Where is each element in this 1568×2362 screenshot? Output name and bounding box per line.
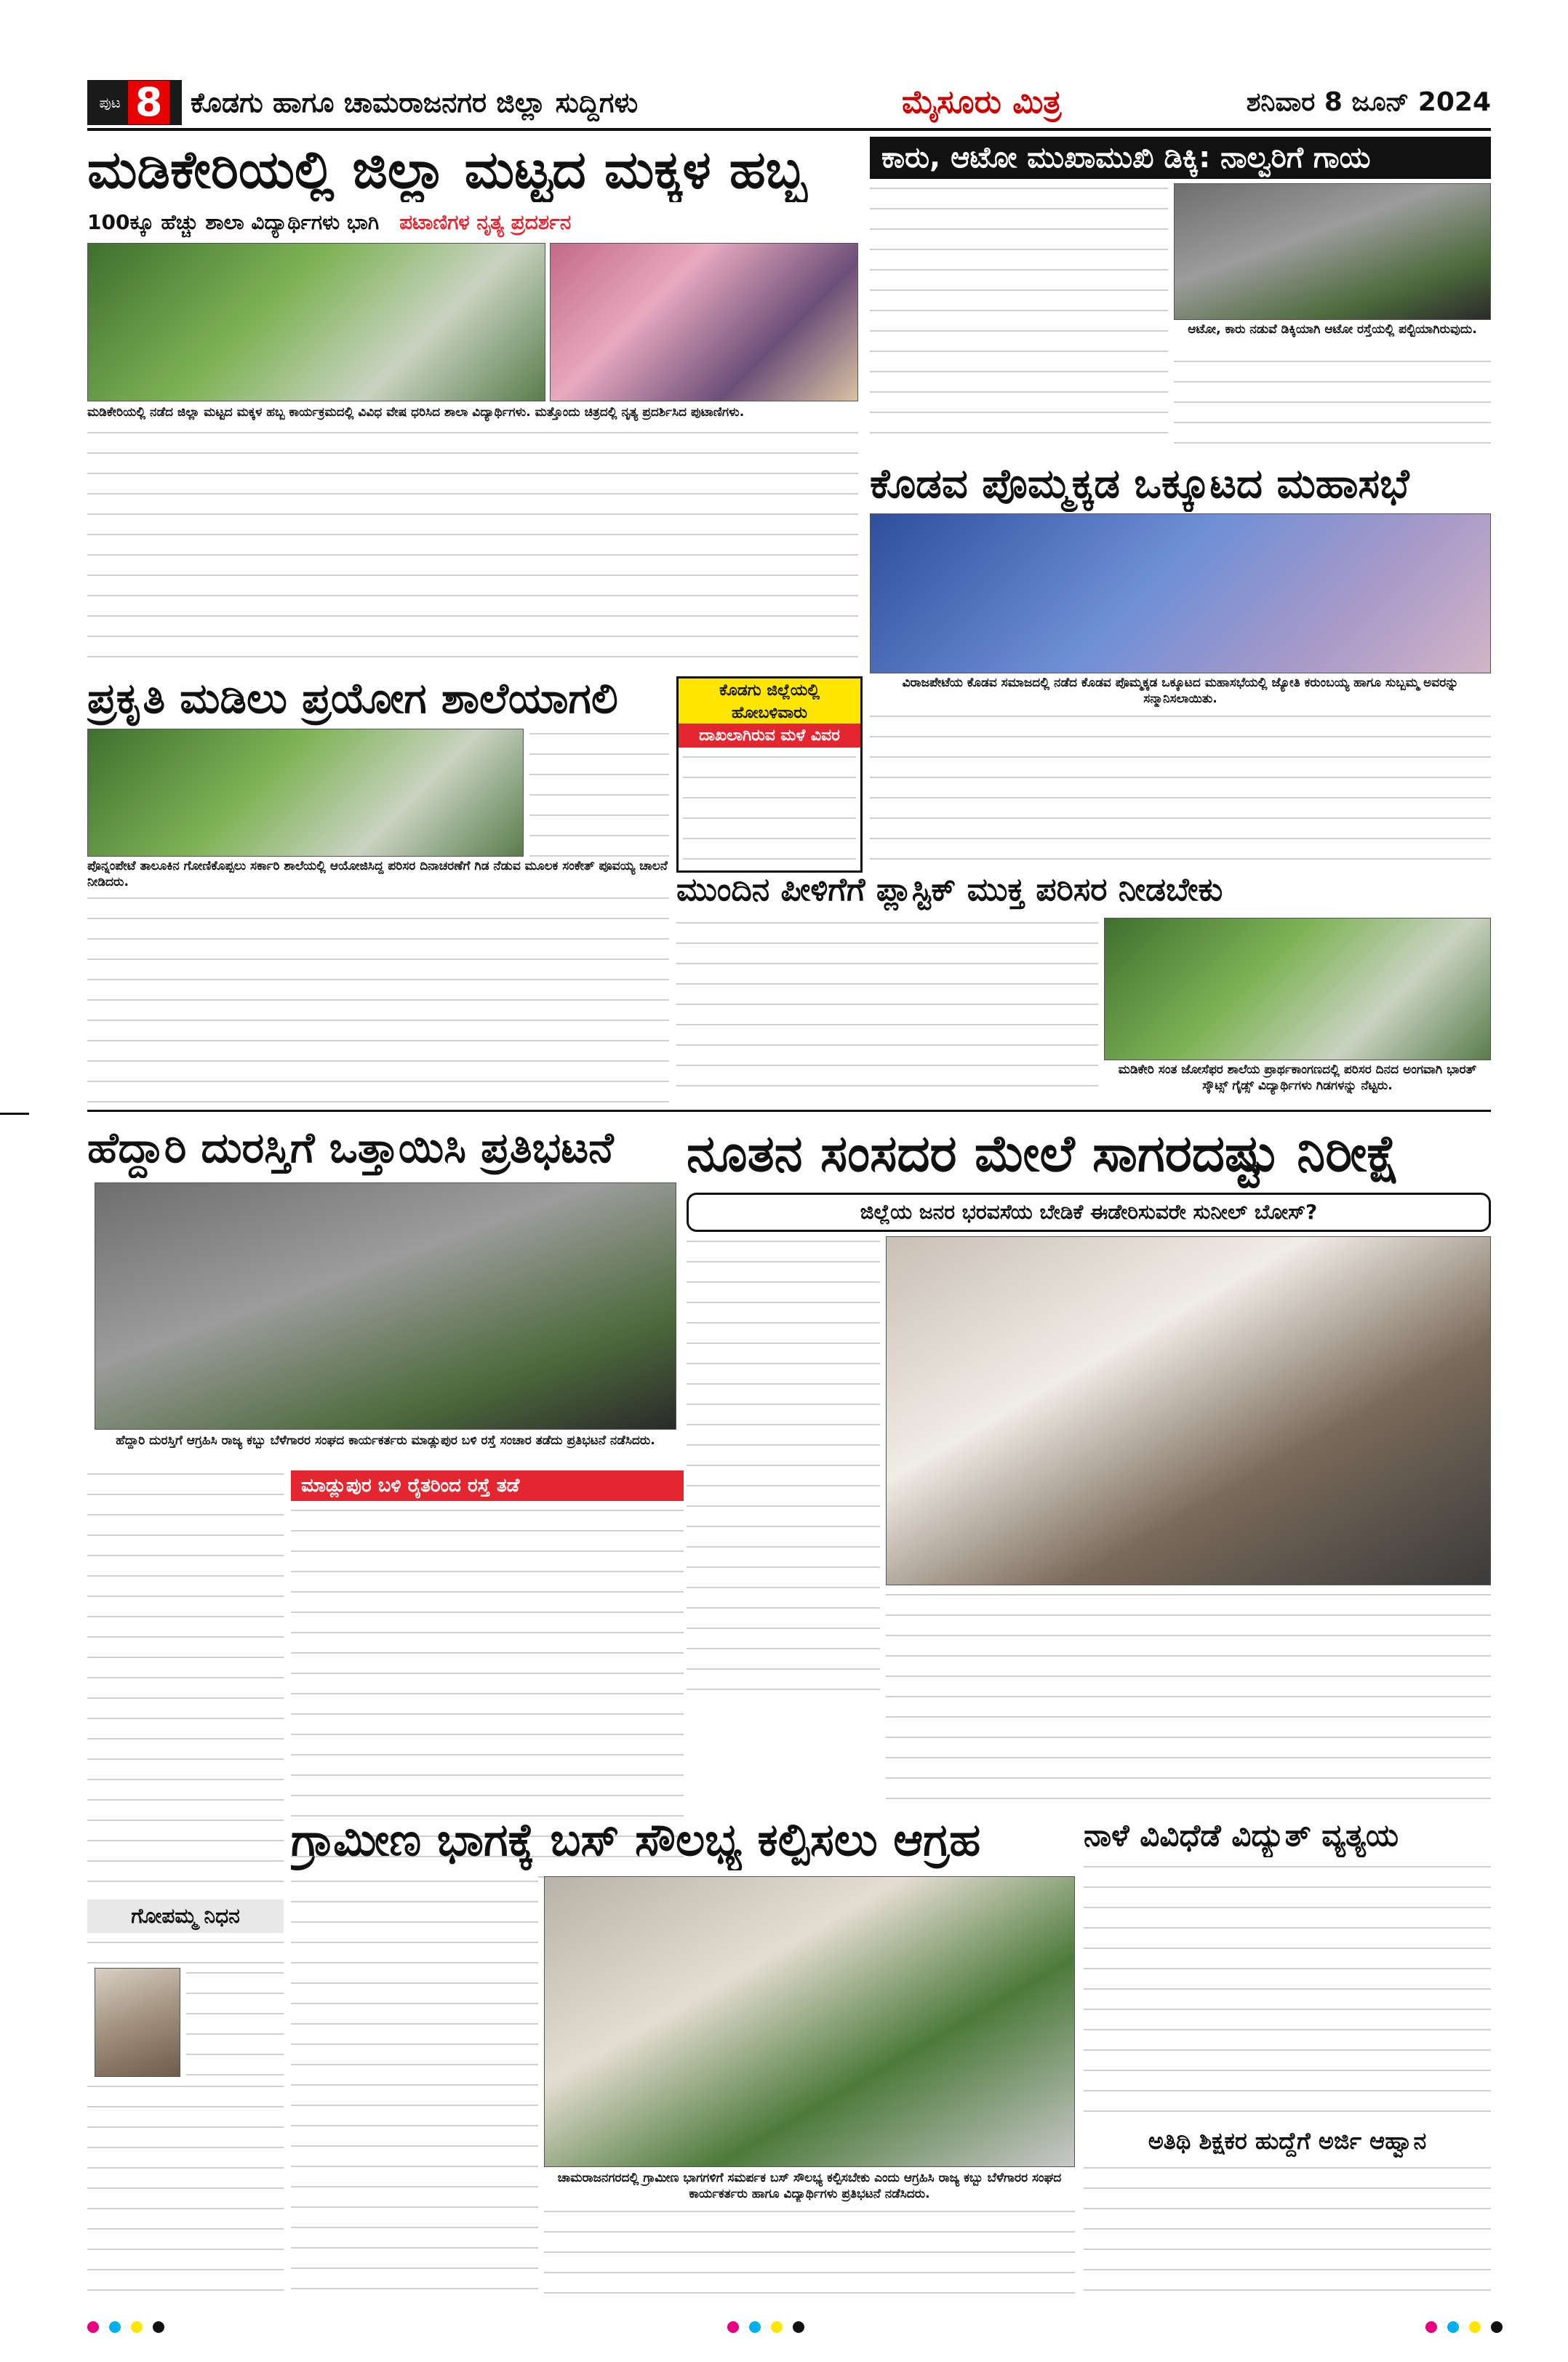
obit-photo [95,1968,180,2077]
story8-caption: ಚಾಮರಾಜನಗರದಲ್ಲಿ ಗ್ರಾಮೀಣ ಭಾಗಗಳಿಗೆ ಸಮರ್ಪಕ ಬಸ್ ಸೌಲಭ್ಯ ಕಲ್ಪಿಸಬೇಕು ಎಂದು ಆಗ್ರಹಿಸಿ ರಾಜ್ಯ ಕಬ್ಬು ಬೆಳೆಗಾರರ ಸಂಘದ ಕಾರ್ಯಕರ್ತರು ಹಾಗೂ ವಿದ್ಯಾರ್ಥಿಗಳು ಪ್ರತಿಭಟನೆ ನಡೆಸಿದರು. [557,2171,1062,2201]
story2-photo-accident [1174,183,1491,320]
rain-box-body [683,752,856,868]
obit-body [87,2081,284,2299]
mid-rule [87,1110,1491,1112]
magenta-dot [87,2321,99,2333]
story10-headline: ಅತಿಥಿ ಶಿಕ್ಷಕರ ಹುದ್ದೆಗೆ ಅರ್ಜಿ ಆಹ್ವಾನ [1148,2127,1427,2155]
story4-body [87,893,669,1104]
story1-photo-students [87,243,545,401]
obit-body-top [87,1937,284,1966]
yellow-dot [1469,2321,1481,2333]
story4-headline: ಪ್ರಕೃತಿ ಮಡಿಲು ಪ್ರಯೋಗ ಶಾಲೆಯಾಗಲಿ [87,673,618,723]
story10-body [1084,2163,1491,2299]
story3-photo-group [870,513,1491,673]
story6-headline: ಹೆದ್ದಾರಿ ದುರಸ್ತಿಗೆ ಒತ್ತಾಯಿಸಿ ಪ್ರತಿಭಟನೆ [87,1123,614,1172]
rain-box-title-1: ಕೊಡಗು ಜಿಲ್ಲೆಯಲ್ಲಿ [679,678,860,702]
fold-mark [0,1113,29,1115]
yellow-dot [771,2321,783,2333]
print-dots-right [1425,2321,1503,2333]
story7-subhead: ಜಿಲ್ಲೆಯ ಜನರ ಭರವಸೆಯ ಬೇಡಿಕೆ ಈಡೇರಿಸುವರೇ ಸುನೀಲ್ ಬೋಸ್? [687,1193,1491,1232]
story8-body-1 [291,1876,538,2298]
story6-caption: ಹೆದ್ದಾರಿ ದುರಸ್ತಿಗೆ ಆಗ್ರಹಿಸಿ ರಾಜ್ಯ ಕಬ್ಬು ಬೆಳೆಗಾರರ ಸಂಘದ ಕಾರ್ಯಕರ್ತರು ಮಾಡ್ಲುಪುರ ಬಳಿ ರಸ್ತೆ ಸಂಚಾರ ತಡೆದು ಪ್ರತಿಭಟನೆ ನಡೆಸಿದರು. [116,1433,655,1448]
story3-caption: ವಿರಾಜಪೇಟೆಯ ಕೊಡವ ಸಮಾಜದಲ್ಲಿ ನಡೆದ ಕೊಡವ ಪೊಮ್ಮಕ್ಕಡ ಒಕ್ಕೂಟದ ಮಹಾಸಭೆಯಲ್ಲಿ ಜ್ಯೋತಿ ಕರುಂಬಯ್ಯ ಹಾಗೂ ಸುಬ್ಬಮ್ಮ ಅವರನ್ನು ಸನ್ಮಾನಿಸಲಾಯಿತು. [902,676,1459,706]
story7-body-1 [687,1236,880,1702]
story4-caption: ಪೊನ್ನಂಪೇಟೆ ತಾಲೂಕಿನ ಗೋಣಿಕೊಪ್ಪಲು ಸರ್ಕಾರಿ ಶಾಲೆಯಲ್ಲಿ ಆಯೋಜಿಸಿದ್ದ ಪರಿಸರ ದಿನಾಚರಣೆಗೆ ಗಿಡ ನೆಡುವ ಮೂಲಕ ಸಂಕೇತ್ ಪೂವಯ್ಯ ಚಾಲನೆ ನೀಡಿದರು. [87,859,668,889]
story5-headline: ಮುಂದಿನ ಪೀಳಿಗೆಗೆ ಪ್ಲಾಸ್ಟಿಕ್ ಮುಕ್ತ ಪರಿಸರ ನೀಡಬೇಕು [676,871,1223,908]
black-dot [1491,2321,1503,2333]
story8-photo-protest [544,1876,1075,2167]
story6-photo-protest [95,1182,676,1430]
story2-caption: ಆಟೋ, ಕಾರು ನಡುವೆ ಡಿಕ್ಕಿಯಾಗಿ ಆಟೋ ರಸ್ತೆಯಲ್ಲಿ ಪಲ್ಟಿಯಾಗಿರುವುದು. [1188,322,1477,337]
issue-date: ಶನಿವಾರ 8 ಜೂನ್ 2024 [1246,87,1491,117]
story5-photo-scouts [1104,918,1491,1060]
story6-tag: ಮಾಡ್ಲುಪುರ ಬಳಿ ರೈತರಿಂದ ರಸ್ತೆ ತಡೆ [291,1470,684,1501]
obit-headline: ಗೋಪಮ್ಮ ನಿಧನ [87,1899,284,1933]
story1-subheads [87,205,858,240]
rain-box [676,676,863,873]
story3-body [870,711,1491,864]
print-dots-center [727,2321,804,2333]
story9-headline: ನಾಳೆ ವಿವಿಧೆಡೆ ವಿದ್ಯುತ್ ವ್ಯತ್ಯಯ [1084,1817,1399,1853]
story1-subhead-1: 100ಕ್ಕೂ ಹೆಚ್ಚು ಶಾಲಾ ವಿದ್ಯಾರ್ಥಿಗಳು ಭಾಗಿ [87,210,380,234]
story7-body-2 [886,1590,1491,1808]
story8-headline: ಗ್ರಾಮೀಣ ಭಾಗಕ್ಕೆ ಬಸ್ ಸೌಲಭ್ಯ ಕಲ್ಪಿಸಲು ಆಗ್ರಹ [291,1813,981,1866]
story5-body [676,918,1098,1104]
story9-body [1084,1862,1491,2116]
story3-headline: ಕೊಡವ ಪೊಮ್ಮಕ್ಕಡ ಒಕ್ಕೂಟದ ಮಹಾಸಭೆ [870,460,1409,508]
magenta-dot [1425,2321,1437,2333]
story2-body [870,183,1168,452]
print-dots-left [87,2321,164,2333]
story1-photo-dance [550,243,858,401]
page-number-box [87,80,182,125]
cyan-dot [109,2321,121,2333]
newspaper-brand: ಮೈಸೂರು ಮಿತ್ರ [902,84,1062,121]
story7-headline: ನೂತನ ಸಂಸದರ ಮೇಲೆ ಸಾಗರದಷ್ಟು ನಿರೀಕ್ಷೆ [687,1124,1400,1183]
magenta-dot [727,2321,739,2333]
black-dot [793,2321,804,2333]
story6-body-1 [87,1469,284,1891]
obit-body-side [186,1968,284,2077]
black-dot [153,2321,164,2333]
story1-body [87,428,858,660]
yellow-dot [131,2321,143,2333]
page-label: ಪುಟ [99,94,121,111]
story8-body-2 [544,2206,1075,2299]
story4-photo-planting [87,729,524,857]
story7-photo-celebration [886,1236,1491,1585]
story4-body-side [529,729,669,857]
section-title: ಕೊಡಗು ಹಾಗೂ ಚಾಮರಾಜನಗರ ಜಿಲ್ಲಾ ಸುದ್ದಿಗಳು [191,87,639,119]
story2-headline: ಕಾರು, ಆಟೋ ಮುಖಾಮುಖಿ ಡಿಕ್ಕಿ: ನಾಲ್ವರಿಗೆ ಗಾಯ [870,137,1491,179]
cyan-dot [749,2321,761,2333]
story1-caption: ಮಡಿಕೇರಿಯಲ್ಲಿ ನಡೆದ ಜಿಲ್ಲಾ ಮಟ್ಟದ ಮಕ್ಕಳ ಹಬ್ಬ ಕಾರ್ಯಕ್ರಮದಲ್ಲಿ ವಿವಿಧ ವೇಷ ಧರಿಸಿದ ಶಾಲಾ ವಿದ್ಯಾರ್ಥಿಗಳು. ಮತ್ತೊಂದು ಚಿತ್ರದಲ್ಲಿ ನೃತ್ಯ ಪ್ರದರ್ಶಿಸಿದ ಪುಟಾಣಿಗಳು. [87,405,745,420]
story1-headline: ಮಡಿಕೇರಿಯಲ್ಲಿ ಜಿಲ್ಲಾ ಮಟ್ಟದ ಮಕ್ಕಳ ಹಬ್ಬ [87,139,807,200]
rain-box-title-2: ಹೋಬಳಿವಾರು [679,702,860,724]
story2-body-2 [1174,356,1491,452]
masthead-rule [87,128,1491,131]
cyan-dot [1447,2321,1459,2333]
page-number: 8 [128,81,170,124]
story5-caption: ಮಡಿಕೇರಿ ಸಂತ ಜೋಸೆಫರ ಶಾಲೆಯ ಪ್ರಾರ್ಥಕಾಂಗಣದಲ್ಲಿ ಪರಿಸರ ದಿನದ ಅಂಗವಾಗಿ ಭಾರತ್ ಸ್ಕೌಟ್ಸ್ ಗೈಡ್ಸ್ ವಿದ್ಯಾರ್ಥಿಗಳು ಗಿಡಗಳನ್ನು ನೆಟ್ಟರು. [1118,1062,1477,1093]
rain-box-title-3: ದಾಖಲಾಗಿರುವ ಮಳೆ ವಿವರ [679,724,860,748]
story1-subhead-2: ಪಟಾಣಿಗಳ ನೃತ್ಯ ಪ್ರದರ್ಶನ [399,210,572,234]
